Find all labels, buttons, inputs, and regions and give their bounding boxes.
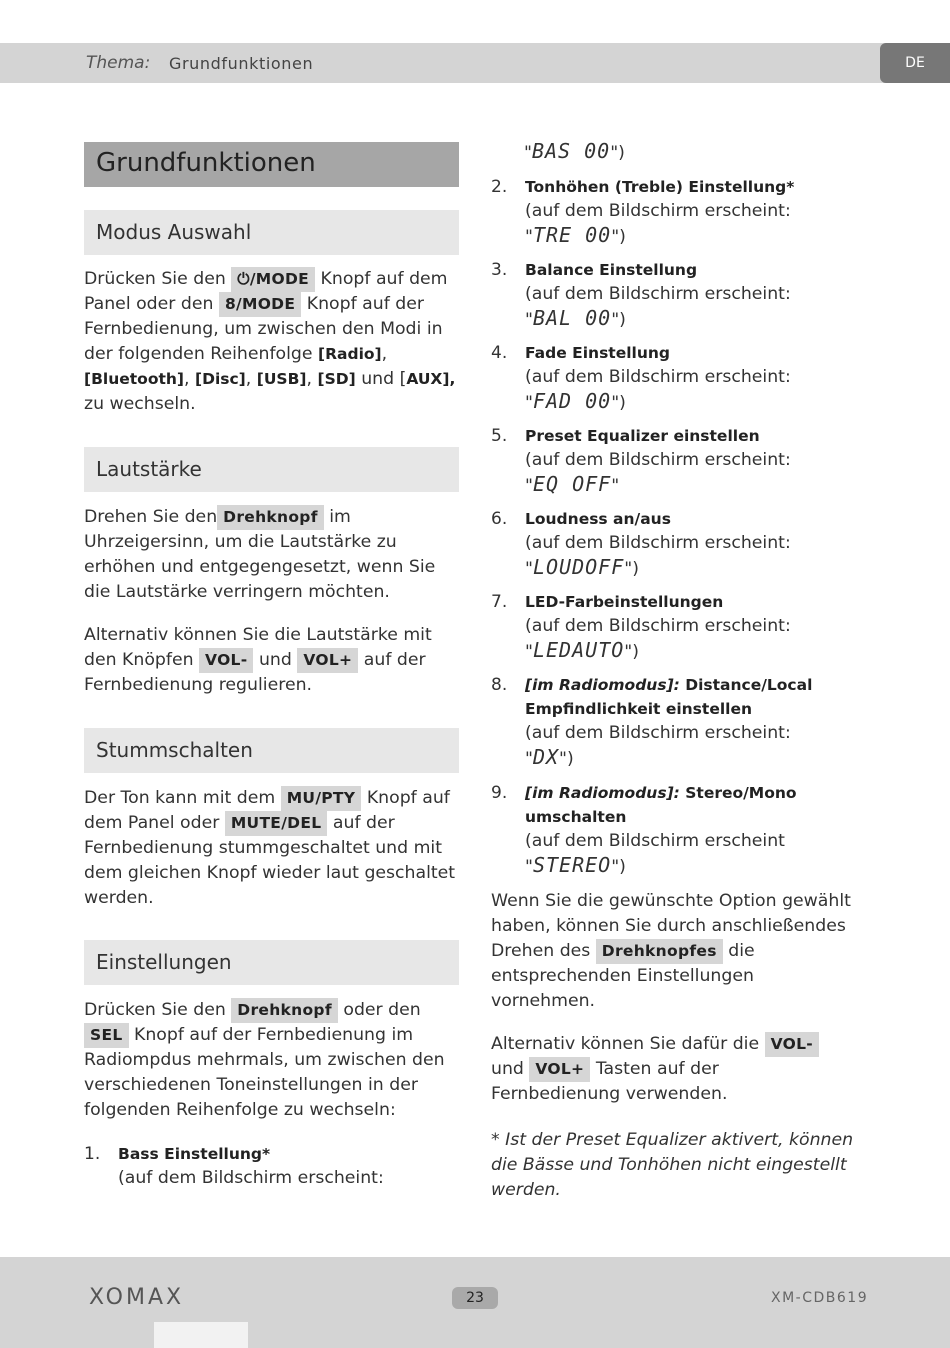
footnote: * Ist der Preset Equalizer aktivert, können die Bässe und Tonhöhen nicht eingestellt werden. — [491, 1130, 854, 1200]
paragraph-stumm: Der Ton kann mit dem MU/PTY Knopf auf dem Panel oder MUTE/DEL auf der Fernbedienung stummgeschaltet und mit dem gleichen Knopf wieder laut geschaltet werden. — [84, 788, 456, 908]
lcd-display-text: DX — [532, 745, 560, 769]
key-mu-pty: MU/PTY — [281, 786, 362, 811]
lcd-display-text: BAL 00 — [532, 306, 612, 330]
lcd-display-text: BAS 00 — [531, 139, 611, 163]
footer-stripe — [154, 1322, 248, 1348]
thema-label: Thema: — [86, 53, 151, 73]
lcd-display-text: EQ OFF — [532, 472, 612, 496]
paragraph-confirm: Wenn Sie die gewünschte Option gewählt haben, können Sie durch anschließendes Drehen des Drehknopfes die entsprechenden Einstellungen vornehmen. — [491, 891, 851, 1011]
lcd-display-text: STEREO — [532, 853, 612, 877]
paragraph-alternative: Alternativ können Sie dafür die VOL- und VOL+ Tasten auf der Fernbedienung verwenden. — [491, 1032, 851, 1107]
key-vol-minus: VOL- — [199, 648, 253, 673]
paragraph-einstellungen: Drücken Sie den Drehknopf oder den SEL Knopf auf der Fernbedienung im Radiompdus mehrmals, um zwischen den verschiedenen Toneinstellungen in der folgenden Reihenfolge zu wechseln: — [84, 1000, 445, 1120]
lcd-display-text: FAD 00 — [532, 389, 612, 413]
page-number: 23 — [452, 1287, 498, 1309]
key-drehknopfes: Drehknopfes — [596, 939, 723, 964]
language-tab: DE — [880, 43, 950, 83]
list-item-continuation: "BAS 00") — [524, 139, 625, 163]
paragraph-lautstaerke-2: Alternativ können Sie die Lautstärke mit den Knöpfen VOL- und VOL+ auf der Fernbedienung regulieren. — [84, 625, 432, 695]
key-vol-minus-2: VOL- — [765, 1032, 819, 1057]
key-mode-remote: 8/MODE — [219, 292, 301, 317]
section-title-lautstaerke: Lautstärke — [84, 447, 459, 492]
thema-value: Grundfunktionen — [169, 54, 314, 73]
brand-logo: XOMAX — [89, 1285, 185, 1310]
key-vol-plus-2: VOL+ — [529, 1057, 590, 1082]
key-drehknopf: Drehknopf — [217, 505, 324, 530]
key-sel: SEL — [84, 1023, 129, 1048]
model-number: XM-CDB619 — [771, 1290, 869, 1306]
page-title: Grundfunktionen — [84, 142, 459, 187]
key-drehknopf-2: Drehknopf — [231, 998, 338, 1023]
paragraph-lautstaerke-1: Drehen Sie den Drehknopf im Uhrzeigersinn, um die Lautstärke zu erhöhen und entgegengesetzt, wenn Sie die Lautstärke verringern möchten. — [84, 507, 436, 602]
lcd-display-text: TRE 00 — [532, 223, 612, 247]
section-title-stumm: Stummschalten — [84, 728, 459, 773]
key-mode-panel: ⏻/MODE — [231, 267, 315, 292]
lcd-display-text: LOUDOFF — [532, 555, 625, 579]
lcd-display-text: LEDAUTO — [532, 638, 625, 662]
key-mute-del: MUTE/DEL — [225, 811, 328, 836]
paragraph-modus: Drücken Sie den ⏻/MODE Knopf auf dem Panel oder den 8/MODE Knopf auf der Fernbedienung, um zwischen den Modi in der folgenden Reihenfolge [Radio], [Bluetooth], [Disc], [USB], [SD] und [AUX], zu wechseln. — [84, 269, 456, 414]
section-title-modus: Modus Auswahl — [84, 210, 459, 255]
section-title-einstellungen: Einstellungen — [84, 940, 459, 985]
key-vol-plus: VOL+ — [297, 648, 358, 673]
